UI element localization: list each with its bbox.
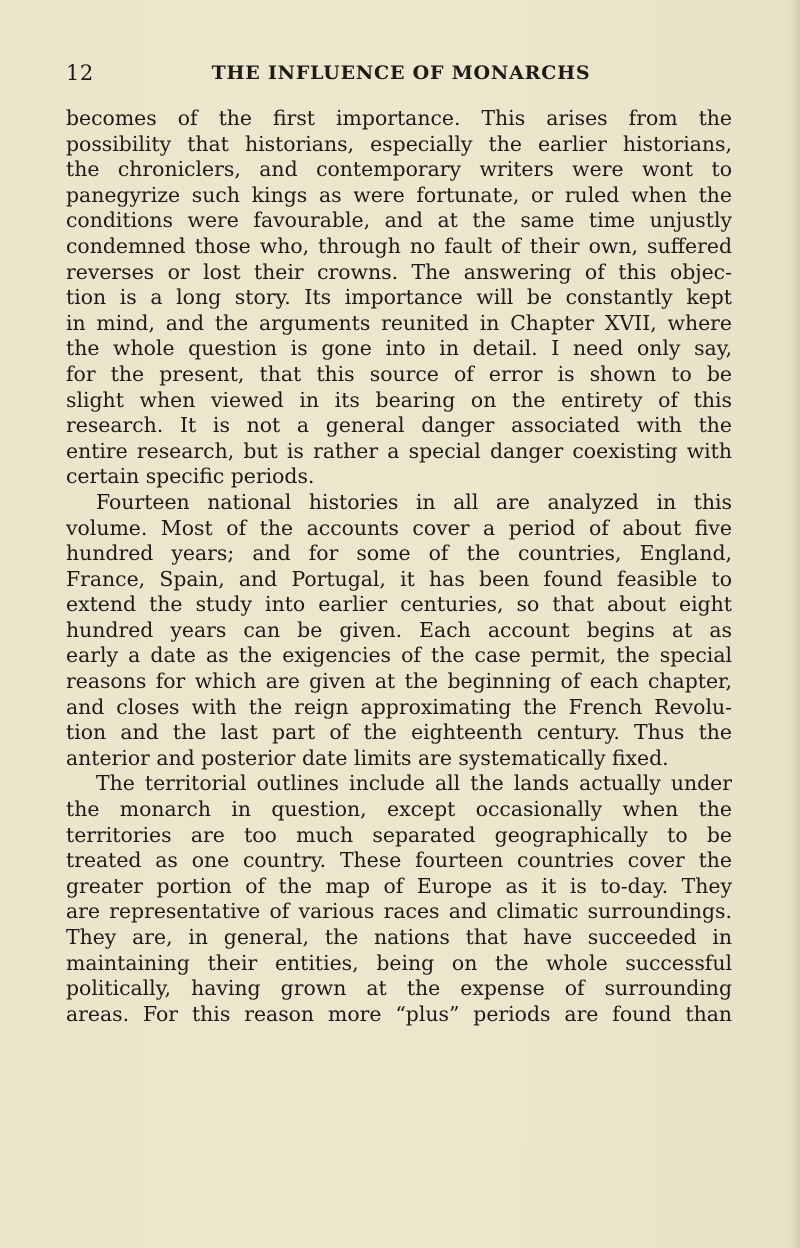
text-line: entire research, but is rather a special danger coexisting with <box>66 438 732 463</box>
text-line: greater portion of the map of Europe as it is to-day. They <box>66 873 732 898</box>
text-line: tion and the last part of the eighteenth century. Thus the <box>66 720 732 745</box>
text-line: the chroniclers, and contemporary writers were wont to <box>66 157 732 182</box>
text-line: research. It is not a general danger associated with the <box>66 413 732 438</box>
text-line: reasons for which are given at the beginning of each chapter, <box>66 669 732 694</box>
text-line: for the present, that this source of error is shown to be <box>66 361 732 386</box>
text-line: the monarch in question, except occasionally when the <box>66 797 732 822</box>
text-line: areas. For this reason more “plus” periods are found than <box>66 1001 732 1026</box>
page-header <box>66 58 736 88</box>
paragraph-start-line: Fourteen national histories in all are analyzed in this <box>96 489 732 514</box>
text-line: in mind, and the arguments reunited in Chapter XVII, where <box>66 310 732 335</box>
text-line: slight when viewed in its bearing on the entirety of this <box>66 387 732 412</box>
text-line: are representative of various races and climatic surroundings. <box>66 899 732 924</box>
text-line: politically, having grown at the expense of surrounding <box>66 976 732 1001</box>
text-line: maintaining their entities, being on the whole successful <box>66 950 732 975</box>
text-line: hundred years can be given. Each account begins at as <box>66 617 732 642</box>
text-line: extend the study into earlier centuries, so that about eight <box>66 592 732 617</box>
text-line: the whole question is gone into in detail. I need only say, <box>66 336 732 361</box>
text-line: France, Spain, and Portugal, it has been found feasible to <box>66 566 732 591</box>
text-line: possibility that historians, especially the earlier historians, <box>66 131 732 156</box>
page-edge-shadow <box>790 0 800 1248</box>
text-line: volume. Most of the accounts cover a period of about five <box>66 515 732 540</box>
text-line: early a date as the exigencies of the case permit, the special <box>66 643 732 668</box>
text-line: tion is a long story. Its importance will be constantly kept <box>66 285 732 310</box>
text-line: reverses or lost their crowns. The answering of this objec- <box>66 259 732 284</box>
body-text <box>66 106 732 1027</box>
paragraph-start-line: The territorial outlines include all the lands actually under <box>96 771 732 796</box>
text-line: and closes with the reign approximating the French Revolu- <box>66 694 732 719</box>
page-number: 12 <box>66 61 94 85</box>
text-line: territories are too much separated geographically to be <box>66 822 732 847</box>
text-line: anterior and posterior date limits are systematically fixed. <box>66 745 669 770</box>
text-line: condemned those who, through no fault of their own, suffered <box>66 233 732 258</box>
running-title: THE INFLUENCE OF MONARCHS <box>211 62 591 84</box>
text-line: treated as one country. These fourteen countries cover the <box>66 848 732 873</box>
text-line: becomes of the first importance. This arises from the <box>66 106 732 130</box>
text-line: certain specific periods. <box>66 464 315 489</box>
text-line: hundred years; and for some of the countries, England, <box>66 541 732 566</box>
text-line: They are, in general, the nations that have succeeded in <box>66 925 732 949</box>
text-line: panegyrize such kings as were fortunate, or ruled when the <box>66 182 732 207</box>
text-line: conditions were favourable, and at the same time unjustly <box>66 208 732 233</box>
